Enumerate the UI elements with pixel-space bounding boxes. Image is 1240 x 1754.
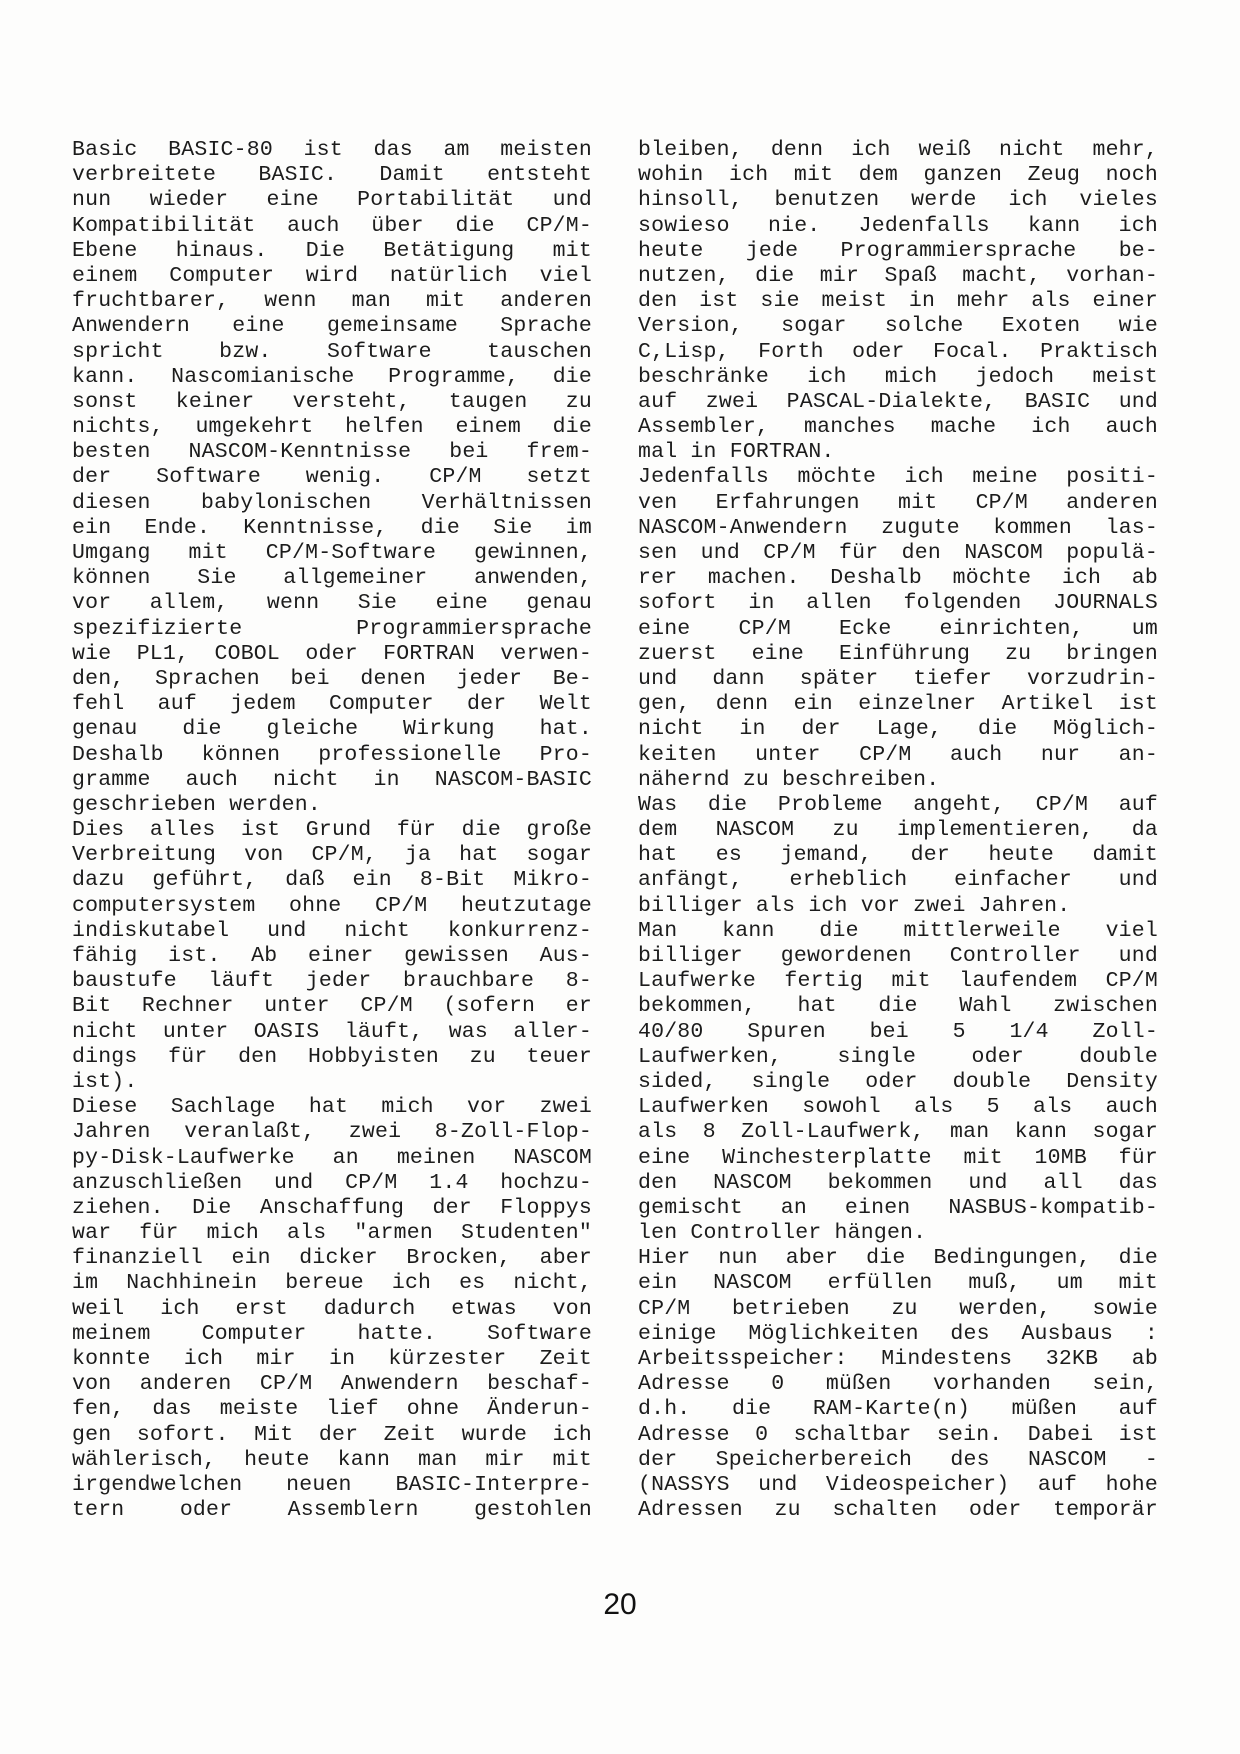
text-line: Arbeitsspeicher: Mindestens 32KB ab (638, 1347, 1158, 1371)
text-line: (NASSYS und Videospeicher) auf hohe (638, 1472, 1158, 1497)
text-line: Jedenfalls möchte ich meine positi- (638, 465, 1158, 490)
text-line: hinsoll, benutzen werde ich vieles (638, 188, 1158, 213)
text-line: dings für den Hobbyisten zu teuer (72, 1044, 592, 1069)
text-line: billiger als ich vor zwei Jahren. (638, 893, 1071, 918)
text-line: bekommen, hat die Wahl zwischen (638, 994, 1158, 1019)
text-line: C,Lisp, Forth oder Focal. Praktisch (638, 339, 1158, 364)
text-line: beschränke ich mich jedoch meist (638, 364, 1158, 389)
text-line: ein NASCOM erfüllen muß, um mit (638, 1271, 1158, 1296)
text-line: billiger gewordenen Controller und (638, 944, 1158, 968)
text-line: Hier nun aber die Bedingungen, die (638, 1246, 1158, 1271)
text-line: einige Möglichkeiten des Ausbaus : (638, 1321, 1158, 1346)
text-line: nutzen, die mir Spaß macht, vorhan- (638, 263, 1158, 288)
text-line: wählerisch, heute kann man mir mit (72, 1447, 592, 1472)
text-line: Laufwerken sowohl als 5 als auch (638, 1095, 1158, 1120)
text-line: fehl auf jedem Computer der Welt (72, 692, 592, 717)
text-line: ein Ende. Kenntnisse, die Sie im (72, 515, 592, 540)
text-line: weil ich erst dadurch etwas von (72, 1296, 592, 1321)
text-line: heute jede Programmiersprache be- (638, 238, 1158, 263)
text-line: kann. Nascomianische Programme, die (72, 364, 592, 389)
text-line: Dies alles ist Grund für die große (72, 818, 592, 843)
text-line: nicht unter OASIS läuft, was aller- (72, 1019, 592, 1044)
text-line: CP/M betrieben zu werden, sowie (638, 1296, 1158, 1321)
text-line: Adressen zu schalten oder temporär (638, 1498, 1158, 1523)
text-line: fen, das meiste lief ohne Änderun- (72, 1397, 592, 1422)
text-line: Verbreitung von CP/M, ja hat sogar (72, 843, 592, 868)
text-line: den, Sprachen bei denen jeder Be- (72, 666, 592, 691)
text-line: sonst keiner versteht, taugen zu (72, 389, 592, 414)
text-line: Bit Rechner unter CP/M (sofern er (72, 994, 592, 1019)
text-line: sided, single oder double Density (638, 1069, 1158, 1094)
text-line: NASCOM-Anwendern zugute kommen las- (638, 515, 1158, 540)
text-line: nähernd zu beschreiben. (638, 767, 940, 792)
text-line: ziehen. Die Anschaffung der Floppys (72, 1195, 592, 1220)
text-line: fruchtbarer, wenn man mit anderen (72, 289, 592, 314)
text-line: hat es jemand, der heute damit (638, 843, 1158, 868)
text-line: tern oder Assemblern gestohlen (72, 1498, 592, 1523)
text-line: ven Erfahrungen mit CP/M anderen (638, 490, 1158, 515)
text-line: als 8 Zoll-Laufwerk, man kann sogar (638, 1120, 1158, 1145)
text-line: Assembler, manches mache ich auch (638, 415, 1158, 440)
text-line: konnte ich mir in kürzester Zeit (72, 1347, 592, 1371)
text-line: einem Computer wird natürlich viel (72, 263, 592, 288)
text-line: Man kann die mittlerweile viel (638, 918, 1158, 943)
text-line: dazu geführt, daß ein 8-Bit Mikro- (72, 868, 592, 893)
page-number: 20 (603, 1588, 637, 1621)
text-line: ist). (72, 1069, 138, 1094)
text-line: Deshalb können professionelle Pro- (72, 742, 592, 767)
text-line: Version, sogar solche Exoten wie (638, 314, 1158, 339)
text-line: d.h. die RAM-Karte(n) müßen auf (638, 1397, 1158, 1422)
text-line: Umgang mit CP/M-Software gewinnen, (72, 541, 592, 565)
text-line: mal in FORTRAN. (638, 440, 835, 465)
text-line: Jahren veranlaßt, zwei 8-Zoll-Flop- (72, 1120, 592, 1145)
text-line: Ebene hinaus. Die Betätigung mit (72, 238, 592, 263)
text-line: Basic BASIC-80 ist das am meisten (72, 138, 592, 162)
text-line: besten NASCOM-Kenntnisse bei frem- (72, 440, 592, 465)
text-line: Was die Probleme angeht, CP/M auf (638, 792, 1158, 817)
text-line: wohin ich mit dem ganzen Zeug noch (638, 163, 1158, 188)
text-line: py-Disk-Laufwerke an meinen NASCOM (72, 1145, 592, 1170)
text-line: geschrieben werden. (72, 792, 321, 817)
text-line: rer machen. Deshalb möchte ich ab (638, 566, 1158, 591)
text-line: Adresse 0 müßen vorhanden sein, (638, 1372, 1158, 1397)
text-line: nicht in der Lage, die Möglich- (638, 717, 1158, 742)
text-line: gen, denn ein einzelner Artikel ist (638, 692, 1158, 717)
text-line: anzuschließen und CP/M 1.4 hochzu- (72, 1170, 592, 1195)
text-line: verbreitete BASIC. Damit entsteht (72, 163, 592, 188)
text-line: auf zwei PASCAL-Dialekte, BASIC und (638, 389, 1158, 414)
text-line: anfängt, erheblich einfacher und (638, 868, 1158, 893)
text-line: baustufe läuft jeder brauchbare 8- (72, 969, 592, 994)
text-line: Kompatibilität auch über die CP/M- (72, 213, 592, 238)
text-line: den ist sie meist in mehr als einer (638, 289, 1158, 314)
text-line: zuerst eine Einführung zu bringen (638, 641, 1158, 666)
text-line: keiten unter CP/M auch nur an- (638, 742, 1158, 767)
text-line: gemischt an einen NASBUS-kompatib- (638, 1195, 1158, 1220)
text-line: können Sie allgemeiner anwenden, (72, 566, 592, 591)
text-line: der Speicherbereich des NASCOM - (638, 1447, 1158, 1472)
text-line: sen und CP/M für den NASCOM populä- (638, 541, 1158, 565)
left-text-column (72, 138, 592, 1523)
text-line: der Software wenig. CP/M setzt (72, 465, 592, 490)
text-line: genau die gleiche Wirkung hat. (72, 717, 592, 742)
text-line: irgendwelchen neuen BASIC-Interpre- (72, 1472, 592, 1497)
text-line: dem NASCOM zu implementieren, da (638, 818, 1158, 843)
text-line: im Nachhinein bereue ich es nicht, (72, 1271, 592, 1296)
text-line: spricht bzw. Software tauschen (72, 339, 592, 364)
text-line: computersystem ohne CP/M heutzutage (72, 893, 592, 918)
text-line: sofort in allen folgenden JOURNALS (638, 591, 1158, 616)
text-line: wie PL1, COBOL oder FORTRAN verwen- (72, 641, 592, 666)
text-line: von anderen CP/M Anwendern beschaf- (72, 1372, 592, 1397)
text-line: bleiben, denn ich weiß nicht mehr, (638, 138, 1158, 162)
text-line: fähig ist. Ab einer gewissen Aus- (72, 944, 592, 968)
text-line: gramme auch nicht in NASCOM-BASIC (72, 767, 592, 792)
text-line: Laufwerke fertig mit laufendem CP/M (638, 969, 1158, 994)
text-line: war für mich als "armen Studenten" (72, 1221, 592, 1246)
text-line: den NASCOM bekommen und all das (638, 1170, 1158, 1195)
text-line: diesen babylonischen Verhältnissen (72, 490, 592, 515)
text-line: nichts, umgekehrt helfen einem die (72, 415, 592, 440)
text-line: Anwendern eine gemeinsame Sprache (72, 314, 592, 339)
text-line: 40/80 Spuren bei 5 1/4 Zoll- (638, 1019, 1158, 1044)
text-line: vor allem, wenn Sie eine genau (72, 591, 592, 616)
text-line: und dann später tiefer vorzudrin- (638, 666, 1158, 691)
text-line: Laufwerken, single oder double (638, 1044, 1158, 1069)
text-line: nun wieder eine Portabilität und (72, 188, 592, 213)
text-line: indiskutabel und nicht konkurrenz- (72, 918, 592, 943)
text-line: meinem Computer hatte. Software (72, 1321, 592, 1346)
text-line: eine CP/M Ecke einrichten, um (638, 616, 1158, 641)
text-line: eine Winchesterplatte mit 10MB für (638, 1145, 1158, 1170)
text-line: spezifizierte Programmiersprache (72, 616, 592, 641)
text-line: finanziell ein dicker Brocken, aber (72, 1246, 592, 1271)
text-line: gen sofort. Mit der Zeit wurde ich (72, 1422, 592, 1447)
right-text-column (638, 138, 1158, 1523)
text-line: sowieso nie. Jedenfalls kann ich (638, 213, 1158, 238)
text-line: Adresse 0 schaltbar sein. Dabei ist (638, 1422, 1158, 1447)
text-line: Diese Sachlage hat mich vor zwei (72, 1095, 592, 1120)
text-line: len Controller hängen. (638, 1221, 927, 1246)
